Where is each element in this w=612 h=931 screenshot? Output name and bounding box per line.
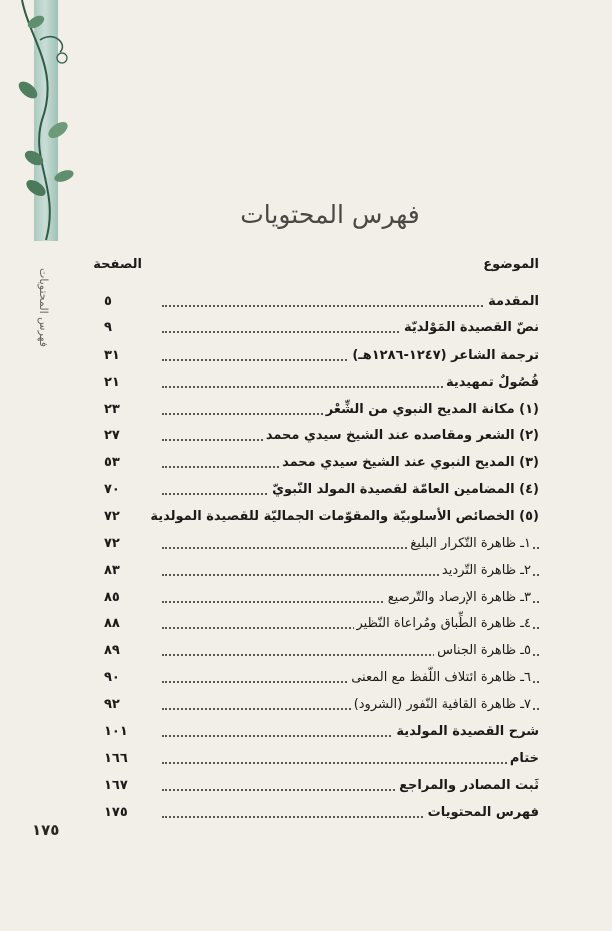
column-header-page: الصفحة	[93, 257, 142, 272]
page-number: ١٧٥	[32, 821, 60, 839]
toc-entry[interactable]: ٢ـ ظاهرة التّرديد ٨٣	[104, 561, 539, 585]
toc-entry[interactable]: (٢) الشعر ومقاصده عند الشيخ سيدي محمد ٢٧	[104, 426, 539, 450]
vine-ornament	[0, 0, 80, 245]
toc-entry[interactable]: فُصُولٌ تمهيدية ٢١	[104, 373, 539, 397]
toc-entry[interactable]: ٥ـ ظاهرة الجناس ٨٩	[104, 641, 539, 665]
column-header-topic: الموضوع	[483, 257, 539, 272]
toc-entry[interactable]: ٧ـ ظاهرة القافية النّفور (الشرود) ٩٢	[104, 695, 539, 719]
toc-entry[interactable]: (٣) المديح النبوي عند الشيخ سيدي محمد ٥٣	[104, 453, 539, 477]
toc-entry[interactable]: (٥) الخصائص الأسلوبيّة والمقوّمات الجماليّة للقصيدة المولدية ٧٢	[104, 507, 539, 531]
toc-entry[interactable]: ١ـ ظاهرة التّكرار البليغ ٧٢	[104, 534, 539, 558]
toc-entry[interactable]: (١) مكانة المديح النبوي من الشِّعْر ٢٣	[104, 400, 539, 424]
page-title: فهرس المحتويات	[240, 200, 420, 229]
toc-entry[interactable]: ٣ـ ظاهرة الإرصاد والتّرصيع ٨٥	[104, 588, 539, 612]
toc-entry[interactable]: (٤) المضامين العامّة لقصيدة المولد النّبويّ ٧٠	[104, 480, 539, 504]
toc-entry[interactable]: ترجمة الشاعر (١٢٤٧-١٢٨٦هـ) ٣١	[104, 346, 539, 370]
toc-entry[interactable]: شرح القصيدة المولدية ١٠١	[104, 722, 539, 746]
toc-entry[interactable]: فهرس المحتويات ١٧٥	[104, 803, 539, 827]
toc-entry[interactable]: المقدمة ٥	[104, 292, 539, 316]
toc-entry[interactable]: ثَبت المصادر والمراجع ١٦٧	[104, 776, 539, 800]
toc-entry[interactable]: ٤ـ ظاهرة الطِّباق ومُراعاة النّظير ٨٨	[104, 614, 539, 638]
toc-entry[interactable]: نصّ القصيدة المَوْلديّة ٩	[104, 318, 539, 342]
running-head: فهرس المحتويات	[37, 267, 50, 347]
toc-entry[interactable]: ختام ١٦٦	[104, 749, 539, 773]
toc-entry[interactable]: ٦ـ ظاهرة ائتلاف اللّفظ مع المعنى ٩٠	[104, 668, 539, 692]
